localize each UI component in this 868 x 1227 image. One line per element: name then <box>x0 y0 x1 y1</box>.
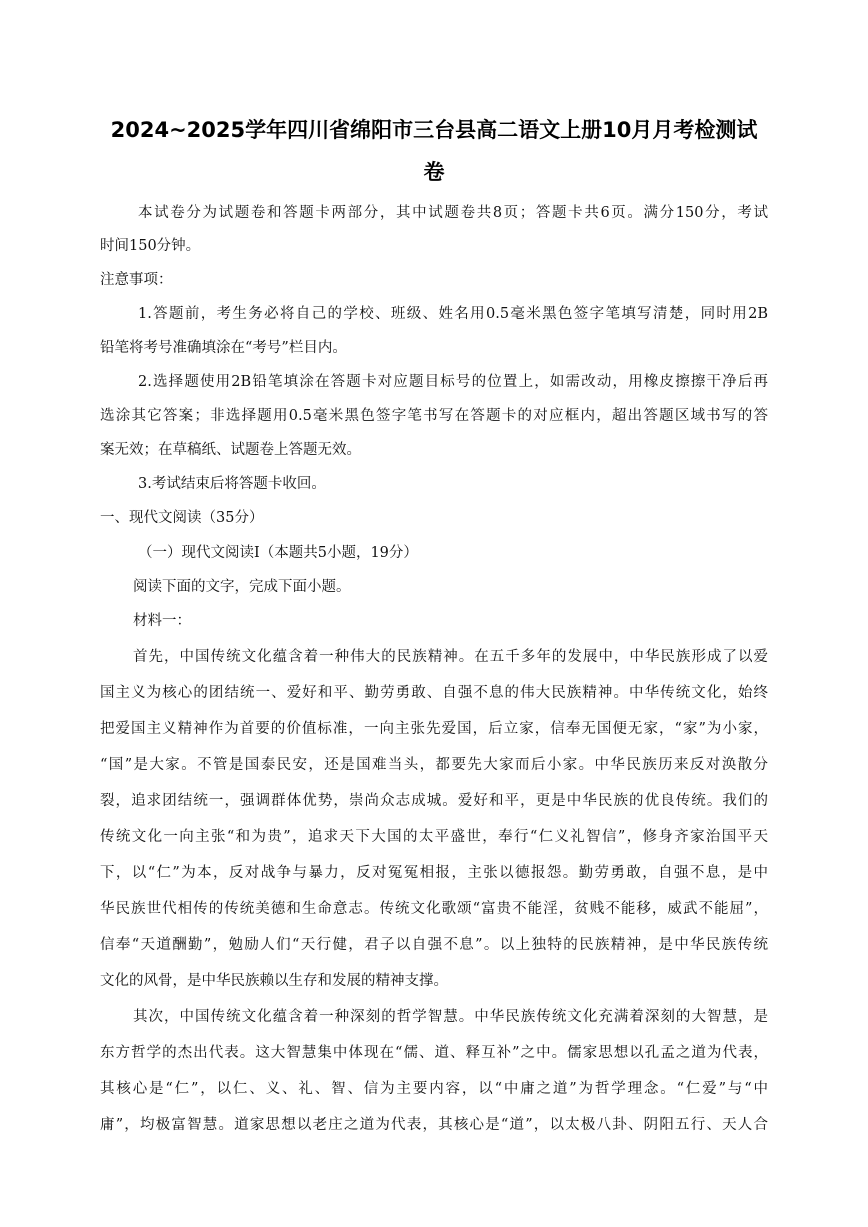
text-line: 国主义为核心的团结统一、爱好和平、勤劳勇敢、自强不息的伟大民族精神。中华传统文化，始终 <box>100 685 768 701</box>
text-line: 本试卷分为试题卷和答题卡两部分，其中试题卷共8页；答题卡共6页。满分150分，考试 <box>138 205 768 221</box>
text-line: 裂，追求团结统一，强调群体优势，崇尚众志成城。爱好和平，更是中华民族的优良传统。我们的 <box>100 793 768 809</box>
text-line: 东方哲学的杰出代表。这大智慧集中体现在“儒、道、释互补”之中。儒家思想以孔孟之道为代表， <box>100 1045 768 1061</box>
text-line: 材料一： <box>133 613 191 629</box>
text-line: 2.选择题使用2B铅笔填涂在答题卡对应题目标号的位置上，如需改动，用橡皮擦擦干净后再 <box>138 374 768 390</box>
text-line: 华民族世代相传的传统美德和生命意志。传统文化歌颂“富贵不能淫，贫贱不能移，威武不能屈”， <box>100 901 768 917</box>
text-line: 下，以“仁”为本，反对战争与暴力，反对冤冤相报，主张以德报怨。勤劳勇敢，自强不息，是中 <box>100 865 768 881</box>
text-line: 文化的风骨，是中华民族赖以生存和发展的精神支撑。 <box>100 973 448 989</box>
text-line: 首先，中国传统文化蕴含着一种伟大的民族精神。在五千多年的发展中，中华民族形成了以爱 <box>133 649 768 665</box>
document-title-line-1: 2024~2025学年四川省绵阳市三台县高二语文上册10月月考检测试 <box>110 118 758 142</box>
text-line: 选涂其它答案；非选择题用0.5毫米黑色签字笔书写在答题卡的对应框内，超出答题区域书写的答 <box>100 408 768 424</box>
text-line: 信奉“天道酬勤”，勉励人们“天行健，君子以自强不息”。以上独特的民族精神，是中华民族传统 <box>100 937 768 953</box>
text-line: 传统文化一向主张“和为贵”，追求天下大国的太平盛世，奉行“仁义礼智信”，修身齐家治国平天 <box>100 829 768 845</box>
text-line: 铅笔将考号准确填涂在“考号”栏目内。 <box>100 340 347 356</box>
text-line: 时间150分钟。 <box>100 238 201 254</box>
text-line: （一）现代文阅读Ⅰ（本题共5小题，19分） <box>138 545 418 561</box>
text-line: 1.答题前，考生务必将自己的学校、班级、姓名用0.5毫米黑色签字笔填写清楚，同时用2B <box>138 306 768 322</box>
text-line: 一、现代文阅读（35分） <box>100 510 264 526</box>
document-title-line-2: 卷 <box>423 160 445 184</box>
text-line: 3.考试结束后将答题卡收回。 <box>138 476 326 492</box>
text-line: 注意事项： <box>100 272 173 288</box>
text-line: 其核心是“仁”，以仁、义、礼、智、信为主要内容，以“中庸之道”为哲学理念。“仁爱”与“中 <box>100 1081 768 1097</box>
text-line: 阅读下面的文字，完成下面小题。 <box>133 579 351 595</box>
text-line: 把爱国主义精神作为首要的价值标准，一向主张先爱国，后立家，信奉无国便无家，“家”为小家， <box>100 721 768 737</box>
text-line: 其次，中国传统文化蕴含着一种深刻的哲学智慧。中华民族传统文化充满着深刻的大智慧，是 <box>133 1009 768 1025</box>
text-line: “国”是大家。不管是国泰民安，还是国难当头，都要先大家而后小家。中华民族历来反对涣散分 <box>100 757 768 773</box>
text-line: 庸”，均极富智慧。道家思想以老庄之道为代表，其核心是“道”，以太极八卦、阴阳五行、天人合 <box>100 1117 768 1133</box>
text-line: 案无效；在草稿纸、试题卷上答题无效。 <box>100 442 361 458</box>
